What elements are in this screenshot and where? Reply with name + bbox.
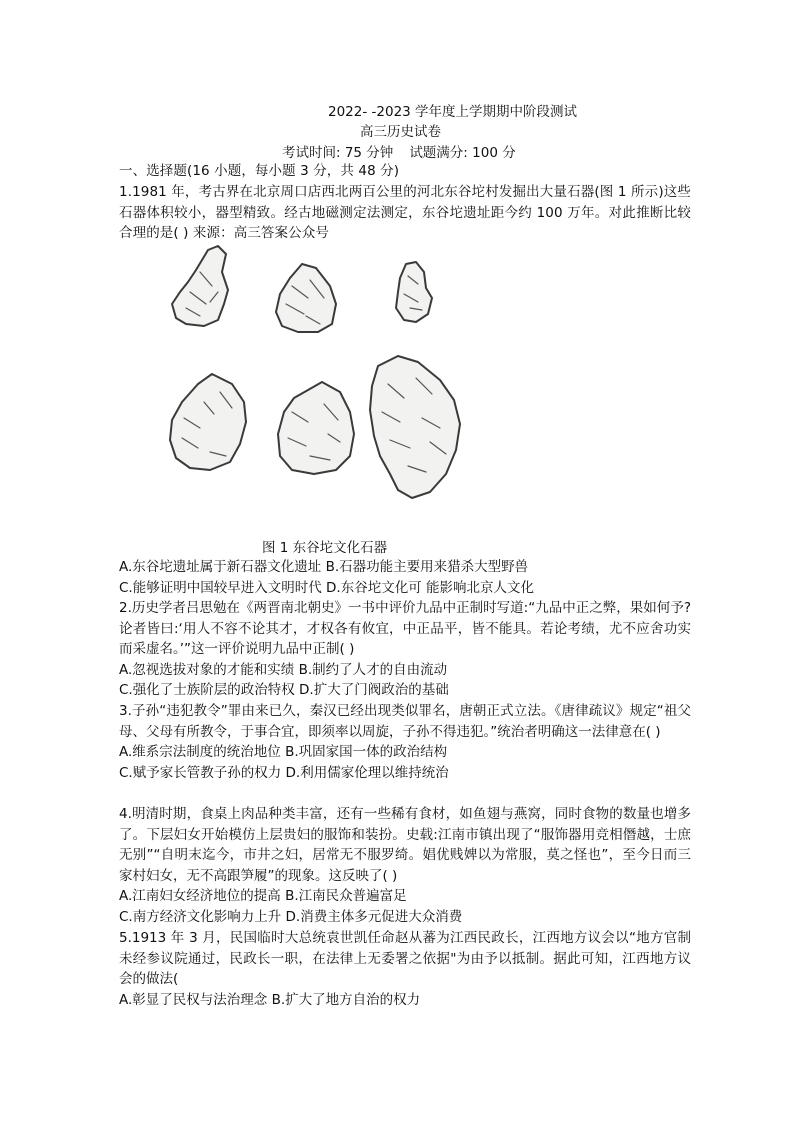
stone-tool-6 bbox=[370, 356, 460, 498]
figure-caption: 图 1 东谷坨文化石器 bbox=[262, 540, 388, 556]
stone-tools-figure bbox=[160, 242, 480, 532]
question-3 bbox=[119, 701, 691, 783]
question-1-stem: 1.1981 年，考古界在北京周口店西北两百公里的河北东谷坨村发掘出大量石器(图 1 所示)这些石器体积较小，器型精致。经古地磁测定法测定，东谷坨遗址距今约 100 万年。对此推断比较合理的是( ) 来源：高三答案公众号 bbox=[119, 184, 691, 242]
option-line: A.维系宗法制度的统治地位 B.巩固家国一体的政治结构 bbox=[119, 744, 448, 761]
question-2-stem: 2.历史学者吕思勉在《两晋南北朝史》一书中评价九品中正制时写道:“九品中正之弊，果如何予?论者皆曰:‘用人不容不论其才，才权各有攸宜，中正品平，皆不能具。若论考绩，尤不应舍功实而采虚名。’”这一评价说明九品中正制( ) bbox=[119, 600, 691, 658]
question-1-options bbox=[119, 557, 691, 598]
stone-tool-3 bbox=[396, 262, 432, 322]
question-5-stem: 5.1913 年 3 月，民国临时大总统袁世凯任命赵从蕃为江西民政长，江西地方议会以“地方官制未经参议院通过，民政长一职，在法律上无委署之依据"为由予以抵制。据此可知，江西地方议会的做法( bbox=[119, 930, 691, 988]
exam-subtitle: 高三历史试卷 bbox=[360, 124, 441, 140]
question-4 bbox=[119, 804, 691, 928]
option-line: A.忽视选拔对象的才能和实绩 B.制约了人才的自由流动 bbox=[119, 661, 448, 678]
stone-tool-4 bbox=[170, 374, 246, 470]
question-4-stem: 4.明清时期，食桌上肉品种类丰富，还有一些稀有食材，如鱼翅与燕窝，同时食物的数量也增多了。下层妇女开始模仿上层贵妇的服饰和装扮。史载:江南市镇出现了“服饰器用竞相僭越，士庶无别”“自明末迄今，市井之妇，居常无不服罗绮。娼优贱婢以为常服，莫之怪也”，至今日而三家村妇女，无不高跟笋履”的现象。这反映了( ) bbox=[119, 806, 691, 884]
exam-title: 2022- -2023 学年度上学期期中阶段测试 bbox=[328, 104, 578, 120]
section-heading: 一、选择题(16 小题，每小题 3 分，共 48 分) bbox=[119, 163, 400, 179]
question-3-stem: 3.子孙“违犯教令”罪由来已久，秦汉已经出现类似罪名，唐朝正式立法。《唐律疏议》规定“祖父母、父母有所教令，于事合宜，即须率以周旋，子孙不得违犯。”统治者明确这一法律意在( ) bbox=[119, 703, 691, 740]
option-line: C.强化了士族阶层的政治特权 D.扩大了门阀政治的基础 bbox=[119, 682, 449, 699]
question-2 bbox=[119, 598, 691, 701]
option-line: C.能够证明中国较早进入文明时代 D.东谷坨文化可 能影响北京人文化 bbox=[119, 579, 534, 596]
stone-tool-2 bbox=[276, 264, 336, 332]
stone-tool-5 bbox=[278, 382, 354, 474]
exam-score: 试题满分: 100 分 bbox=[409, 145, 516, 161]
exam-time: 考试时间: 75 分钟 bbox=[282, 145, 394, 161]
option-line: A.东谷坨遗址属于新石器文化遗址 B.石器功能主要用来猎杀大型野兽 bbox=[119, 559, 529, 575]
option-line: C.赋予家长管教子孙的权力 D.利用儒家伦理以维持统治 bbox=[119, 764, 449, 781]
option-line: A.彰显了民权与法治理念 B.扩大了地方自治的权力 bbox=[119, 991, 421, 1008]
stone-tool-1 bbox=[172, 246, 228, 326]
question-5 bbox=[119, 928, 691, 1010]
exam-meta bbox=[282, 141, 516, 161]
option-line: C.南方经济文化影响力上升 D.消费主体多元促进大众消费 bbox=[119, 908, 463, 925]
option-line: A.江南妇女经济地位的提高 B.江南民众普遍富足 bbox=[119, 888, 407, 905]
